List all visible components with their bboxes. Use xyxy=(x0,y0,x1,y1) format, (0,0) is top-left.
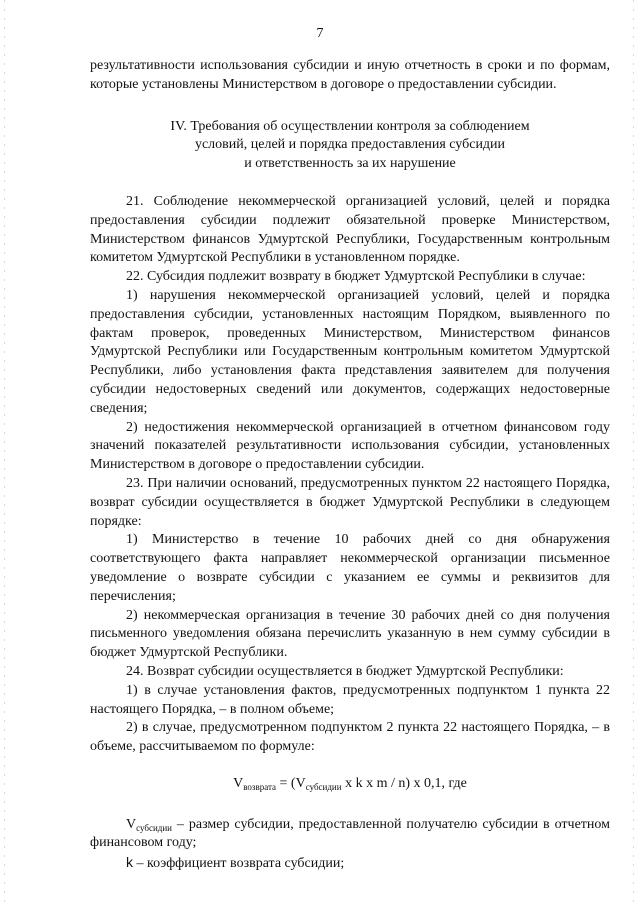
scan-edge-left xyxy=(4,0,5,905)
definition-v-subscript: субсидии xyxy=(136,822,172,833)
paragraph-24-item-1: 1) в случае установления фактов, предусмотренных подпунктом 1 пункта 22 настоящего Порядка, – в полном объеме; xyxy=(90,682,610,717)
formula-lhs-symbol: V xyxy=(233,775,244,791)
definition-v-symbol: V xyxy=(126,816,137,832)
paragraph-22-item-1: 1) нарушения некоммерческой организацией условий, целей и порядка предоставления субсидии, установленных настоящим Порядком, выявленного по фактам проверок, проведенных Министерством, Министерством финансов Удмуртской Республики или Государственным контрольным комитетом Удмуртской Республики, либо установления факта представления заявителем для получения субсидии недостоверных сведений или документов, содержащих недостоверные сведения; xyxy=(90,287,610,416)
definition-k-text: – коэффициент возврата субсидии; xyxy=(133,856,345,872)
section-title-line-3: и ответственность за их нарушение xyxy=(244,156,456,172)
paragraph-continuation: результативности использования субсидии и иную отчетность в сроки и по формам, которые установлены Министерством в договоре о предоставлении субсидии. xyxy=(90,58,610,92)
definition-v-text: – размер субсидии, предоставленной получателю субсидии в отчетном финансовом году; xyxy=(90,816,610,851)
paragraph-23-item-2: 2) некоммерческая организация в течение 30 рабочих дней со дня получения письменного уведомления обязана перечислить указанную в нем сумму субсидии в бюджет Удмуртской Республики. xyxy=(90,607,610,661)
refund-formula xyxy=(90,775,610,794)
scan-edge-right xyxy=(633,0,634,905)
section-title-line-2: условий, целей и порядка предоставления субсидии xyxy=(194,137,506,153)
paragraph-24: 24. Возврат субсидии осуществляется в бюджет Удмуртской Республики: xyxy=(126,663,564,679)
formula-rhs-subscript: субсидии xyxy=(305,781,342,792)
paragraph-22-item-2: 2) недостижения некоммерческой организацией в отчетном финансовом году значений показателей результативности использования субсидии, установленных Министерством в договоре о предоставлении субсидии. xyxy=(90,419,610,473)
paragraph-21: 21. Соблюдение некоммерческой организацией условий, целей и порядка предоставления субсидии подлежит обязательной проверке Министерством, Министерством финансов Удмуртской Республики, Государственным контрольным комитетом Удмуртской Республики в установленном порядке. xyxy=(90,193,610,266)
paragraph-23-item-1: 1) Министерство в течение 10 рабочих дней со дня обнаружения соответствующего факта направляет некоммерческой организации письменное уведомление о возврате субсидии с указанием ее суммы и реквизитов для перечисления; xyxy=(90,532,610,604)
formula-eq-open: = (V xyxy=(276,775,306,791)
page-number: 7 xyxy=(316,26,324,41)
document-body xyxy=(90,57,610,874)
formula-rhs-tail: x k x m / n) x 0,1, где xyxy=(341,775,467,791)
paragraph-22: 22. Субсидия подлежит возврату в бюджет Удмуртской Республики в случае: xyxy=(126,269,586,285)
definition-k-symbol: k xyxy=(126,854,133,871)
definition-v-subsidy xyxy=(90,816,610,854)
section-title xyxy=(90,118,610,174)
section-title-line-1: IV. Требования об осуществлении контроля за соблюдением xyxy=(170,118,530,134)
paragraph-23: 23. При наличии оснований, предусмотренных пунктом 22 настоящего Порядка, возврат субсидии осуществляется в бюджет Удмуртской Республики в следующем порядке: xyxy=(90,475,610,529)
formula-lhs-subscript: возврата xyxy=(243,781,277,792)
definition-k xyxy=(90,853,610,874)
paragraph-24-item-2: 2) в случае, предусмотренном подпунктом 2 пункта 22 настоящего Порядка, – в объеме, рассчитываемом по формуле: xyxy=(90,720,610,755)
